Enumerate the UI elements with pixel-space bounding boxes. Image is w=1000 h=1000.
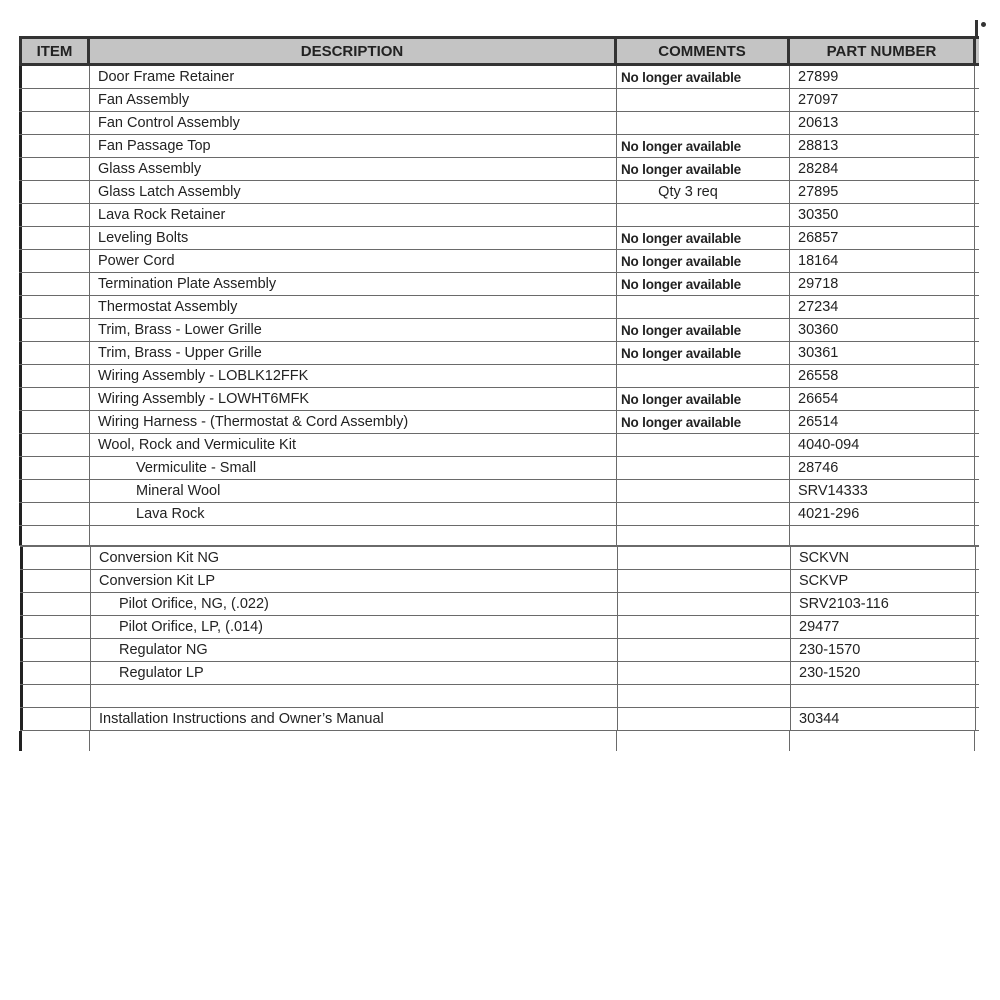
cell-item [19,227,90,249]
cell-part-number: SCKVN [791,547,976,569]
cell-description [91,685,618,707]
cell-comments [617,434,790,456]
cell-item [20,570,91,592]
table-row [20,593,979,616]
cell-comments [618,662,791,684]
cell-item [19,480,90,502]
cell-part-number [790,731,975,751]
table-row [19,434,979,457]
table-row [19,112,979,135]
cell-description: Lava Rock [90,503,617,525]
cell-item [20,616,91,638]
cell-part-number: 230-1520 [791,662,976,684]
table-row [20,570,979,593]
cell-item [20,708,91,730]
cell-part-number: 26514 [790,411,975,433]
cell-part-number: 20613 [790,112,975,134]
cell-item [19,342,90,364]
cell-comments [617,365,790,387]
cell-comments [618,708,791,730]
cell-comments [617,296,790,318]
table-section-parts [19,66,979,526]
table-row [20,547,979,570]
table-row [19,204,979,227]
header-comments: COMMENTS [617,39,790,63]
cell-comments: No longer available [617,273,790,295]
cell-comments: No longer available [617,411,790,433]
table-section-conversion [20,546,979,731]
cell-item [20,639,91,661]
cell-description: Fan Assembly [90,89,617,111]
cell-comments [618,639,791,661]
cell-part-number: 29477 [791,616,976,638]
cell-item [19,319,90,341]
cell-comments [617,457,790,479]
cell-description: Wiring Assembly - LOBLK12FFK [90,365,617,387]
cell-description: Leveling Bolts [90,227,617,249]
cell-description: Wiring Harness - (Thermostat & Cord Assembly) [90,411,617,433]
table-row [19,273,979,296]
cell-description: Glass Assembly [90,158,617,180]
cell-item [19,388,90,410]
cell-description: Pilot Orifice, LP, (.014) [91,616,618,638]
cell-item [20,547,91,569]
cell-description: Lava Rock Retainer [90,204,617,226]
cell-part-number [791,685,976,707]
cell-description: Installation Instructions and Owner’s Manual [91,708,618,730]
cell-part-number [790,526,975,545]
cell-item [20,685,91,707]
cell-comments: No longer available [617,250,790,272]
cell-comments: No longer available [617,342,790,364]
table-header [19,36,979,66]
cell-description: Regulator NG [91,639,618,661]
cell-comments: No longer available [617,227,790,249]
cell-part-number: 4021-296 [790,503,975,525]
cell-comments [617,89,790,111]
table-row [19,411,979,434]
table-row [19,158,979,181]
cell-description: Thermostat Assembly [90,296,617,318]
cell-description: Fan Control Assembly [90,112,617,134]
cell-comments: No longer available [617,66,790,88]
cell-part-number: 18164 [790,250,975,272]
cell-part-number: SRV14333 [790,480,975,502]
header-item: ITEM [19,39,90,63]
cell-description: Wiring Assembly - LOWHT6MFK [90,388,617,410]
cell-description: Fan Passage Top [90,135,617,157]
cell-comments: No longer available [617,135,790,157]
cell-description: Vermiculite - Small [90,457,617,479]
cell-comments [618,593,791,615]
cell-part-number: 27097 [790,89,975,111]
table-row [19,480,979,503]
cell-item [19,250,90,272]
table-row [19,296,979,319]
cell-item [20,662,91,684]
cell-comments [617,480,790,502]
cell-part-number: 28746 [790,457,975,479]
cell-item [19,526,90,545]
table-row [19,181,979,204]
cell-comments: Qty 3 req [617,181,790,203]
cell-part-number: 29718 [790,273,975,295]
cell-part-number: SRV2103-116 [791,593,976,615]
table-row [19,388,979,411]
table-row [19,503,979,526]
header-description: DESCRIPTION [90,39,617,63]
cell-item [19,135,90,157]
cell-item [19,204,90,226]
table-row [19,342,979,365]
cell-item [19,66,90,88]
table-row [19,66,979,89]
cell-item [19,158,90,180]
cell-comments [618,616,791,638]
cell-description: Conversion Kit LP [91,570,618,592]
table-row [19,365,979,388]
cell-item [19,296,90,318]
cell-part-number: 27234 [790,296,975,318]
cell-description: Mineral Wool [90,480,617,502]
table-row [19,250,979,273]
cell-part-number: 26558 [790,365,975,387]
cell-item [19,457,90,479]
table-row [20,708,979,731]
cell-part-number: 27895 [790,181,975,203]
table-row [20,685,979,708]
cell-part-number: 4040-094 [790,434,975,456]
table-row [20,616,979,639]
cell-comments [618,570,791,592]
cell-item [19,503,90,525]
cell-description: Conversion Kit NG [91,547,618,569]
cell-description [90,526,617,545]
cell-description [90,731,617,751]
table-row [19,227,979,250]
cell-item [20,593,91,615]
cell-description: Door Frame Retainer [90,66,617,88]
cell-part-number: 30361 [790,342,975,364]
cell-item [19,365,90,387]
cell-item [19,411,90,433]
cell-item [19,731,90,751]
cell-comments: No longer available [617,388,790,410]
cell-item [19,89,90,111]
cell-item [19,273,90,295]
cell-part-number: 30360 [790,319,975,341]
cell-description: Glass Latch Assembly [90,181,617,203]
cell-description: Power Cord [90,250,617,272]
cell-part-number: SCKVP [791,570,976,592]
table-row-blank [19,526,979,546]
cell-item [19,181,90,203]
cell-item [19,434,90,456]
table-row [19,457,979,480]
cell-description: Termination Plate Assembly [90,273,617,295]
cell-part-number: 26857 [790,227,975,249]
cell-comments [618,685,791,707]
cell-part-number: 27899 [790,66,975,88]
cell-part-number: 30350 [790,204,975,226]
cell-comments [617,503,790,525]
cell-comments: No longer available [617,319,790,341]
table-row [19,135,979,158]
cell-part-number: 230-1570 [791,639,976,661]
cell-description: Wool, Rock and Vermiculite Kit [90,434,617,456]
table-row [20,639,979,662]
cell-comments [617,731,790,751]
cell-item [19,112,90,134]
table-row [20,662,979,685]
page-edge-dot [981,22,986,27]
cell-part-number: 28813 [790,135,975,157]
cell-comments [617,526,790,545]
header-part-number: PART NUMBER [790,39,976,63]
table-row [19,89,979,112]
cell-description: Regulator LP [91,662,618,684]
cell-part-number: 28284 [790,158,975,180]
cell-description: Pilot Orifice, NG, (.022) [91,593,618,615]
cell-comments [617,204,790,226]
cell-comments: No longer available [617,158,790,180]
table-row [19,319,979,342]
cell-part-number: 26654 [790,388,975,410]
parts-table [19,36,979,751]
cell-comments [617,112,790,134]
cell-description: Trim, Brass - Lower Grille [90,319,617,341]
page-edge-mark [975,20,978,37]
table-row-blank [19,731,979,751]
cell-part-number: 30344 [791,708,976,730]
cell-comments [618,547,791,569]
cell-description: Trim, Brass - Upper Grille [90,342,617,364]
